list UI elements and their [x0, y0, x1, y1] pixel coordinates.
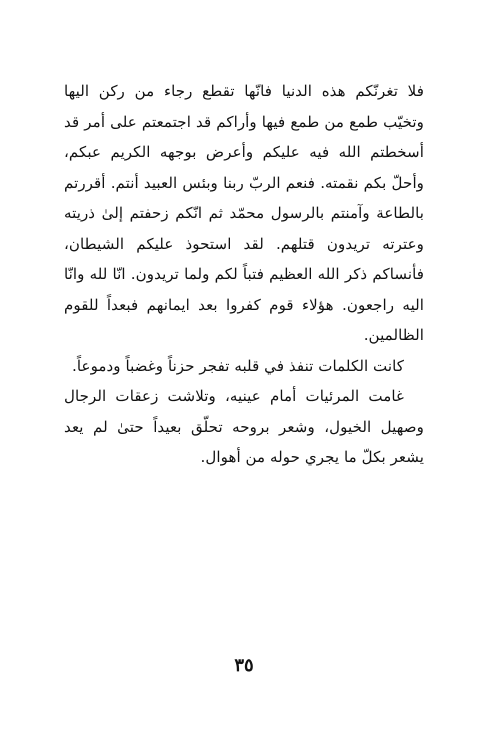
- page-number: ٣٥: [234, 655, 254, 676]
- paragraph-vision-fades: غامت المرئيات أمام عينيه، وتلاشت زعقات الرجال وصهيل الخيول، وشعر بروحه تحلّق بعيداً حتىٰ لم يعد يشعر بكلّ ما يجري حوله من أهوال.: [64, 387, 424, 466]
- paragraph-words-effect: كانت الكلمات تنفذ في قلبه تفجر حزناً وغضباً ودموعاً.: [72, 356, 404, 375]
- body-text: [64, 76, 424, 473]
- paragraph-speech: فلا تغرنّكم هذه الدنيا فانّها تقطع رجاء من ركن اليها وتخيّب طمع من طمع فيها وأراكم قد اجتمعتم على أمر قد أسخطتم الله فيه عليكم وأعرض بوجهه الكريم عبكم، وأحلّ بكم نقمته. فنعم الربّ ربنا وبئس العبيد أنتم. أقررتم بالطاعة وآمنتم بالرسول محمّد ثم انّكم زحفتم إلىٰ ذريته وعترته تريدون قتلهم. لقد استحوذ عليكم الشيطان، فأنساكم ذكر الله العظيم فتباً لكم ولما تريدون. انّا لله وانّا اليه راجعون. هؤلاء قوم كفروا بعد ايمانهم فبعداً للقوم الظالمين.: [64, 82, 424, 344]
